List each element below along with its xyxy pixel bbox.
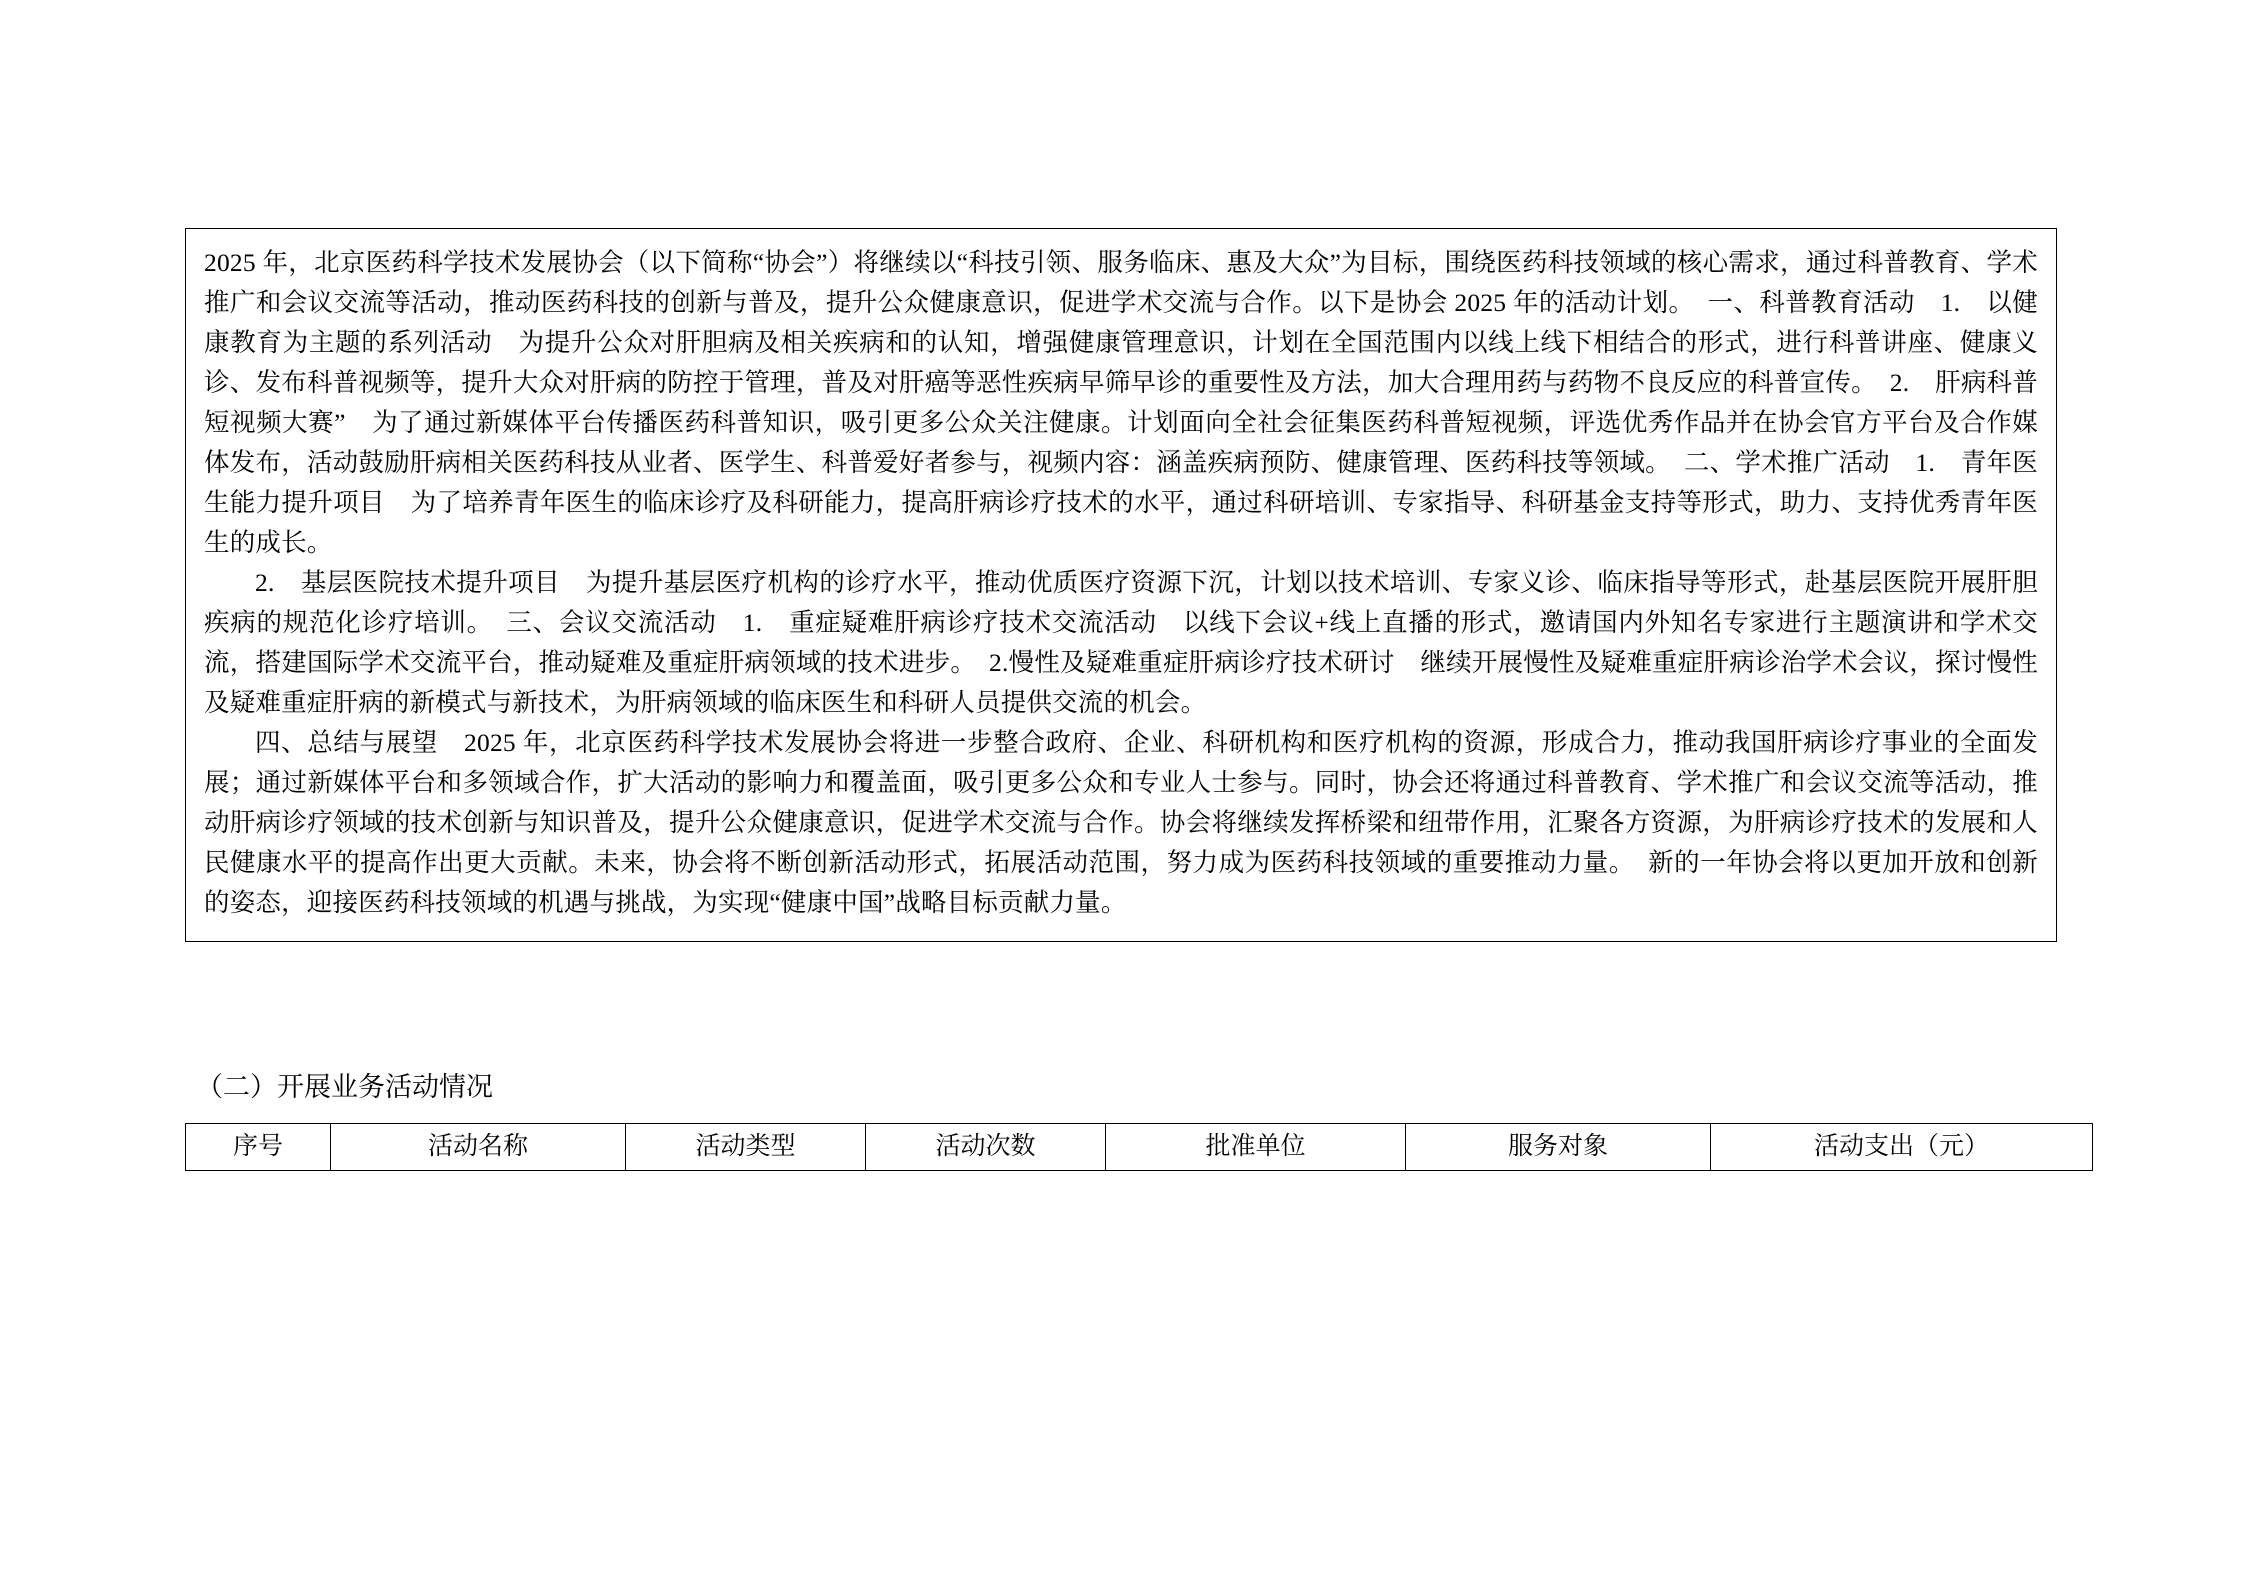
table-header-cell-index: 序号 bbox=[186, 1124, 331, 1171]
table-header-cell-expense: 活动支出（元） bbox=[1711, 1124, 2093, 1171]
activity-plan-textbox bbox=[185, 228, 2064, 942]
table-header-row bbox=[186, 1124, 2093, 1171]
paragraph-2: 2. 基层医院技术提升项目 为提升基层医疗机构的诊疗水平，推动优质医疗资源下沉，计划以技术培训、专家义诊、临床指导等形式，赴基层医院开展肝胆疾病的规范化诊疗培训。 三、会议交流活动 1. 重症疑难肝病诊疗技术交流活动 以线下会议+线上直播的形式，邀请国内外知名专家进行主题演讲和学术交流，搭建国际学术交流平台，推动疑难及重症肝病领域的技术进步。 2.慢性及疑难重症肝病诊疗技术研讨 继续开展慢性及疑难重症肝病诊治学术会议，探讨慢性 及疑难重症肝病的新模式与新技术，为肝病领域的临床医生和科研人员提供交流的机会。 bbox=[204, 568, 2064, 717]
table-header-cell-audience: 服务对象 bbox=[1406, 1124, 1711, 1171]
table-header-cell-name: 活动名称 bbox=[331, 1124, 626, 1171]
activity-table bbox=[185, 1123, 2093, 1171]
paragraph-3: 四、总结与展望 2025 年，北京医药科学技术发展协会将进一步整合政府、企业、科研机构和医疗机构的资源，形成合力，推动我国肝病诊疗事业的全面发展；通过新媒体平台和多领域合作，扩大活动的影响力和覆盖面，吸引更多公众和专业人士参与。同时，协会还将通过科普教育、学术推广和会议交流等活动，推动肝病诊疗领域的技术创新与知识普及，提升公众健康意识，促进学术交流与合作。协会将继续发挥桥梁和纽带作用，汇聚各方资源，为肝病诊疗技术的发展和人民健康水平的提高作出更大贡献。未来，协会将不断创新活动形式，拓展活动范围，努力成为医药科技领域的重要推动力量。 新的一年协会将以更加开放和创新的姿态，迎接医药科技领域的机遇与挑战，为实现“健康中国”战略目标贡献力量。 bbox=[204, 728, 2038, 917]
table-header-cell-type: 活动类型 bbox=[626, 1124, 866, 1171]
paragraph-1: 2025 年，北京医药科学技术发展协会（以下简称“协会”）将继续以“科技引领、服务临床、惠及大众”为目标，围绕医药科技领域的核心需求，通过科普教育、学术推广和会议交流等活动，推动医药科技的创新与普及，提升公众健康意识，促进学术交流与合作。以下是协会 2025 年的活动计划。 一、科普教育活动 1. 以健康教育为主题的系列活动 为提升公众对肝胆病及相关疾病和的认知，增强健康管理意识，计划在全国范围内以线上线下相结合的形式，进行科普讲座、健康义诊、发布科普视频等，提升大众对肝病的防控于管理，普及对肝癌等恶性疾病早筛早诊的重要性及方法，加大合理用药与药物不良反应的科普宣传。 2. 肝病科普短视频大赛” 为了通过新媒体平台传播医药科普知识，吸引更多公众关注健康。计划面向全社会征集医药科普短视频，评选优秀作品并在协会官方平台及合作媒体发布，活动鼓励肝病相关医药科技从业者、医学生、科普爱好者参与，视频内容：涵盖疾病预防、健康管理、医药科技等领域。 二、学术推广活动 1. 青年医生能力提升项目 为了培养青年医生的临床诊疗及科研能力，提高肝病诊疗技术的水平，通过科研培训、专家指导、科研基金支持等形式，助力、支持优秀青年医生的成长。 bbox=[204, 248, 2038, 557]
table-header-cell-count: 活动次数 bbox=[866, 1124, 1106, 1171]
table-header-cell-approver: 批准单位 bbox=[1106, 1124, 1406, 1171]
section-heading: （二）开展业务活动情况 bbox=[196, 1072, 493, 1102]
